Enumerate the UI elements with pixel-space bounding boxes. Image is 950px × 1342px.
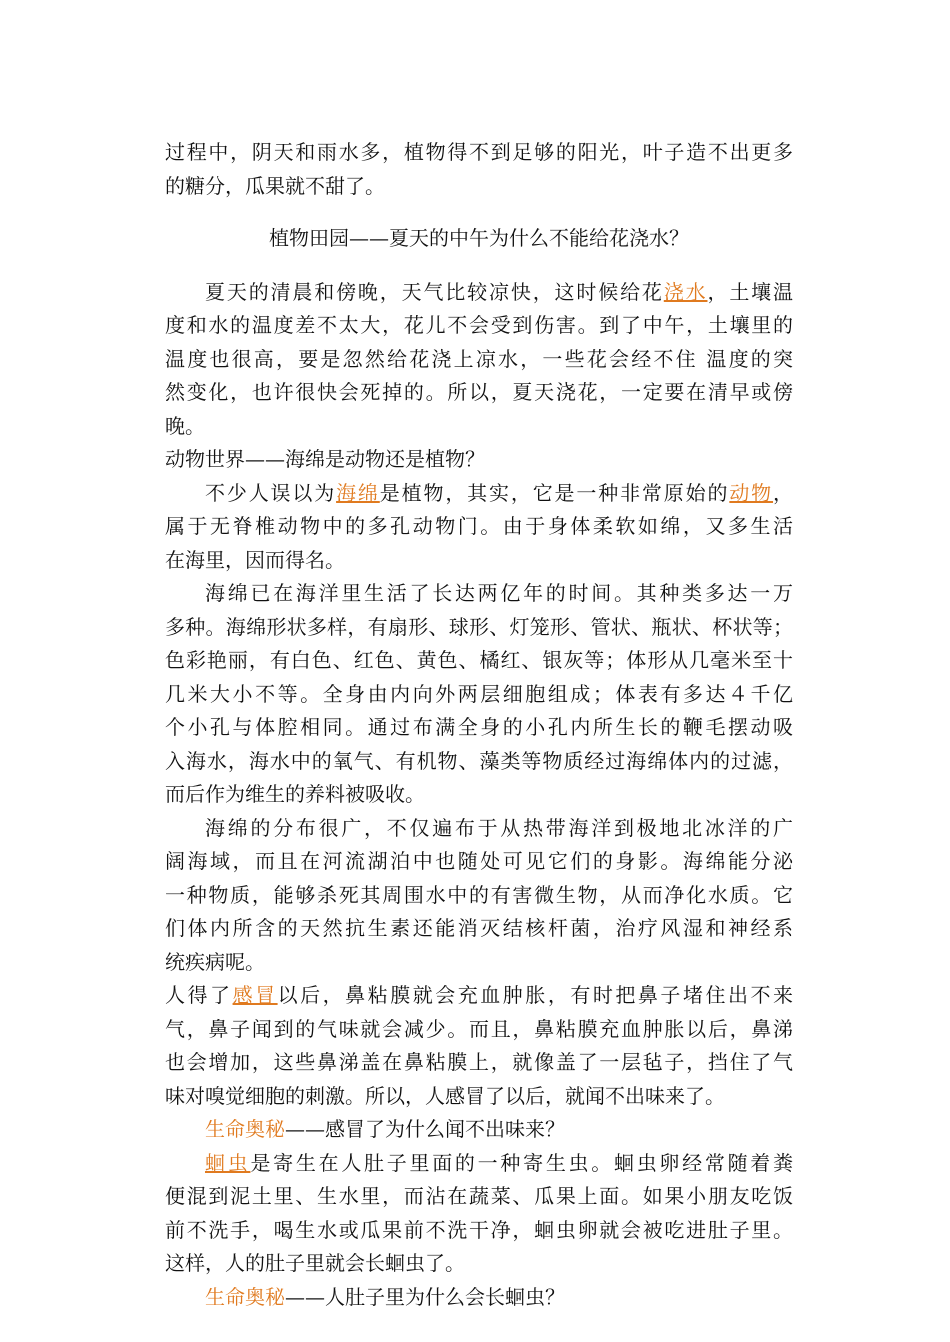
text-line [165, 979, 793, 1013]
link-animal[interactable]: 动物 [729, 480, 774, 505]
link-cold[interactable]: 感冒 [232, 983, 278, 1007]
text-line: 几米大小不等。全身由内向外两层细胞组成；体表有多达４千亿 [165, 681, 793, 706]
section-heading-sponge: 动物世界——海绵是动物还是植物？ [165, 447, 485, 471]
text-span: 以后，鼻粘膜就会充血肿胀，有时把鼻子堵住出不来 [277, 983, 794, 1007]
text-line: 阔海域，而且在河流湖泊中也随处可见它们的身影。海绵能分泌 [165, 849, 793, 873]
text-line: 们体内所含的天然抗生素还能消灭结核杆菌，治疗风湿和神经系 [165, 916, 793, 940]
heading-text: ——人肚子里为什么会长蛔虫？ [285, 1284, 565, 1309]
text-line: 这样，人的肚子里就会长蛔虫了。 [165, 1251, 465, 1275]
link-life-mysteries[interactable]: 生命奥秘 [205, 1284, 285, 1309]
link-watering[interactable]: 浇水 [663, 279, 708, 304]
text-line: 属于无脊椎动物中的多孔动物门。由于身体柔软如绵，又多生活 [165, 514, 793, 538]
text-span: 是植物，其实，它是一种非常原始的 [379, 480, 730, 505]
paragraph-sponge-distribution [165, 812, 793, 980]
text-span: 夏天的清晨和傍晚，天气比较凉快，这时候给花 [205, 279, 664, 304]
section-heading-roundworm [165, 1281, 793, 1315]
section-title-plant-watering: 植物田园——夏天的中午为什么不能给花浇水？ [269, 226, 689, 250]
text-line [165, 477, 793, 511]
text-span: 是寄生在人肚子里面的一种寄生虫。蛔虫卵经常随着粪 [250, 1150, 794, 1175]
text-line: 在海里，因而得名。 [165, 547, 345, 572]
text-line: 也会增加，这些鼻涕盖在鼻粘膜上，就像盖了一层毡子，挡住了气 [165, 1050, 793, 1074]
text-line: 的糖分，瓜果就不甜了。 [165, 173, 385, 198]
link-sponge[interactable]: 海绵 [336, 480, 380, 505]
text-span: 不少人误以为 [205, 480, 337, 505]
text-span: ，土壤温 [707, 279, 794, 304]
text-line: 气，鼻子闻到的气味就会减少。而且，鼻粘膜充血肿胀以后，鼻涕 [165, 1016, 793, 1041]
text-line: 过程中，阴天和雨水多，植物得不到足够的阳光，叶子造不出更多 [165, 140, 793, 164]
text-line: 统疾病呢。 [165, 949, 265, 974]
text-line [165, 1147, 793, 1181]
text-line: 味对嗅觉细胞的刺激。所以，人感冒了以后，就闻不出味来了。 [165, 1083, 725, 1108]
paragraph-roundworm [165, 1147, 793, 1281]
text-line: 入海水，海水中的氧气、有机物、藻类等物质经过海绵体内的过滤， [165, 748, 793, 773]
text-line: 而后作为维生的养料被吸收。 [165, 782, 425, 806]
text-span: 人得了 [165, 983, 233, 1007]
paragraph-sponge-history [165, 577, 793, 812]
text-line: 晚。 [165, 413, 205, 438]
text-line: 然变化，也许很快会死掉的。所以，夏天浇花，一定要在清早或傍 [165, 380, 793, 404]
link-roundworm[interactable]: 蛔虫 [205, 1150, 251, 1175]
paragraph-cold [165, 979, 793, 1113]
text-line [165, 276, 793, 310]
paragraph-continued [165, 136, 793, 203]
text-line: 海绵的分布很广，不仅遍布于从热带海洋到极地北冰洋的广 [205, 815, 793, 840]
heading-text: ——感冒了为什么闻不出味来？ [285, 1117, 565, 1141]
link-life-mysteries[interactable]: 生命奥秘 [205, 1117, 285, 1141]
text-line: 个小孔与体腔相同。通过布满全身的小孔内所生长的鞭毛摆动吸 [165, 715, 793, 739]
text-line: 色彩艳丽，有白色、红色、黄色、橘红、银灰等；体形从几毫米至十 [165, 648, 793, 672]
text-line: 温度也很高，要是忽然给花浇上凉水，一些花会经不住 温度的突 [165, 346, 793, 371]
text-line: 海绵已在海洋里生活了长达两亿年的时间。其种类多达一万 [205, 581, 793, 605]
text-line: 便混到泥土里、生水里，而沾在蔬菜、瓜果上面。如果小朋友吃饭 [165, 1184, 793, 1208]
text-line: 前不洗手，喝生水或瓜果前不洗干净，蛔虫卵就会被吃进肚子里。 [165, 1217, 793, 1242]
text-line: 度和水的温度差不太大，花儿不会受到伤害。到了中午，土壤里的 [165, 313, 793, 337]
paragraph-watering [165, 276, 793, 444]
text-line: 一种物质，能够杀死其周围水中的有害微生物，从而净化水质。它 [165, 882, 793, 907]
document-page [165, 136, 793, 1314]
section-heading-cold-smell [165, 1113, 793, 1147]
text-span: ， [773, 480, 794, 505]
text-line: 多种。海绵形状多样，有扇形、球形、灯笼形、管状、瓶状、杯状等； [165, 614, 793, 639]
paragraph-sponge-intro [165, 477, 793, 578]
